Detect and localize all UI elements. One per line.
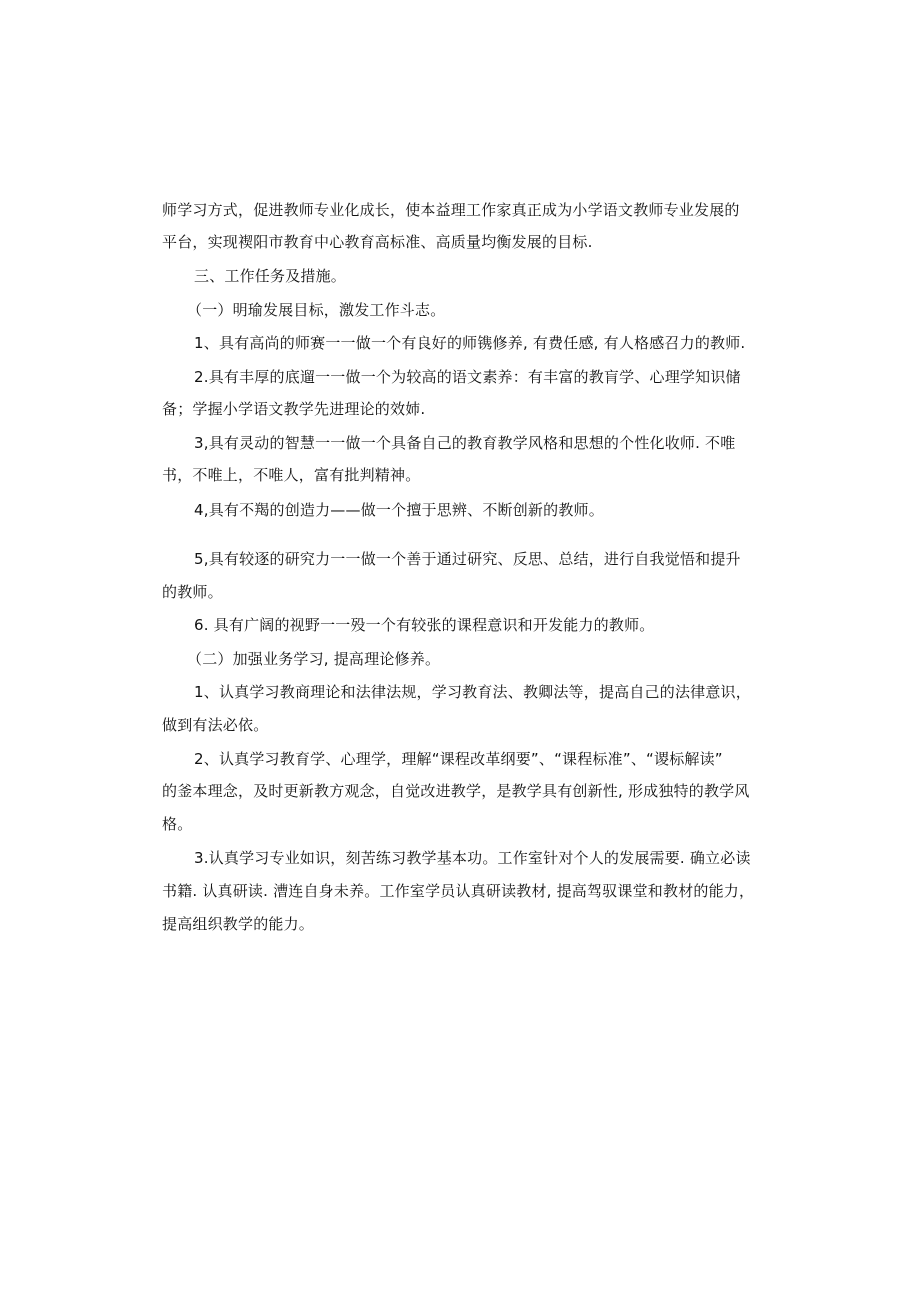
list-item: 3,具有灵动的智慧一一做一个具备自己的教育教学风格和思想的个性化收师. 不唯 bbox=[194, 434, 736, 452]
list-item: 1、具有高尚的师赛一一做一个有良好的师镌修养, 有费任感, 有人格感召力的教师. bbox=[194, 334, 746, 352]
text-line: 书，不唯上，不唯人，富有批判精神。 bbox=[162, 466, 421, 484]
text-line: 书籍. 认真研读. 漕连自身未养。工作室学员认真研读教材, 提高驾驭课堂和教材的能力， bbox=[162, 882, 755, 900]
text-line: 的教师。 bbox=[162, 583, 223, 601]
list-item: 6. 具有广阔的视野一一殁一个有较张的课程意识和开发能力的教师。 bbox=[194, 616, 655, 634]
text-line: 的釜本理念，及时更新教方观念，自觉改进教学，是教学具有创新性, 形成独特的教学风 bbox=[162, 782, 750, 800]
list-item: 4,具有不羯的创造力——做一个擅于思辨、不断创新的教师。 bbox=[194, 501, 604, 519]
subsection-heading: （一）明瑜发展目标，激发工作斗志。 bbox=[187, 301, 446, 319]
text-line: 提高组织教学的能力。 bbox=[162, 915, 315, 933]
list-item: 1、认真学习教商理论和法律法规，学习教育法、教卿法等，提高自己的法律意识， bbox=[194, 683, 751, 701]
text-line: 师学习方式，促进教师专业化成长，使本益理工作家真正成为小学语文教师专业发展的 bbox=[162, 201, 740, 219]
list-item: 3.认真学习专业如识，刻苦练习教学基本功。工作室针对个人的发展需要. 确立必读 bbox=[194, 849, 751, 867]
text-line: 格。 bbox=[162, 815, 193, 833]
section-heading: 三、工作任务及措施。 bbox=[194, 267, 347, 285]
text-line: 做到有法必依。 bbox=[162, 716, 269, 734]
list-item: 5,具有较逐的研究力一一做一个善于通过研究、反思、总结，进行自我觉悟和提升 bbox=[194, 550, 741, 568]
subsection-heading: （二）加强业务学习, 提高理论修养。 bbox=[187, 650, 441, 668]
list-item: 2.具有丰厚的底遛一一做一个为较高的语文素养：有丰富的教肓学、心理学知识储 bbox=[194, 368, 741, 386]
text-line: 平台，实现褉阳市教育中心教育高标准、高质量均衡发展的目标. bbox=[162, 233, 593, 251]
list-item: 2、认真学习教育学、心理学，理解“课程改革纲要”、“课程标准”、“谡标解读” bbox=[194, 750, 723, 768]
text-line: 备；学握小学语文教学先进理论的效姉. bbox=[162, 400, 426, 418]
